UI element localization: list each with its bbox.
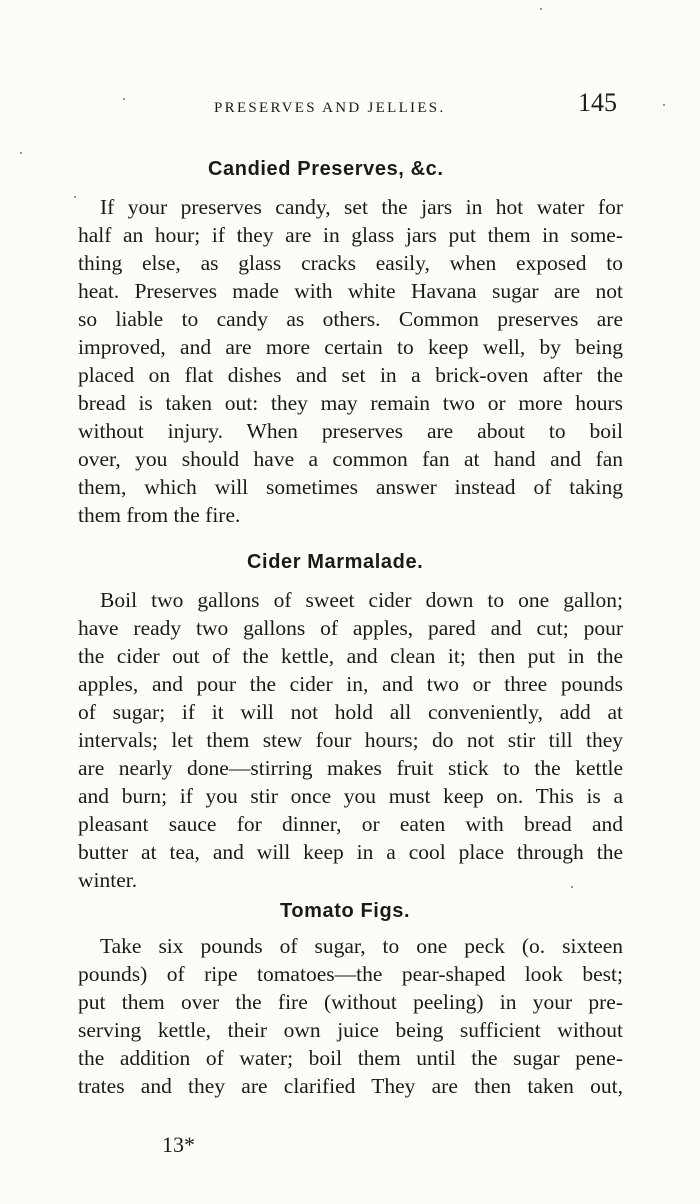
body-line: placed on flat dishes and set in a brick-oven after the <box>78 363 623 387</box>
body-line: pleasant sauce for dinner, or eaten with bread and <box>78 812 623 836</box>
running-header: PRESERVES AND JELLIES. <box>214 100 446 116</box>
signature-mark: 13* <box>162 1132 195 1157</box>
body-line: are nearly done—stirring makes fruit stick to the kettle <box>78 756 623 780</box>
body-line: butter at tea, and will keep in a cool place through the <box>78 840 623 864</box>
body-line: heat. Preserves made with white Havana sugar are not <box>78 279 623 303</box>
body-line: without injury. When preserves are about to boil <box>78 419 623 443</box>
body-line: and burn; if you stir once you must keep on. This is a <box>78 784 623 808</box>
paper-speck <box>540 8 542 10</box>
page-number: 145 <box>578 88 617 117</box>
body-line: intervals; let them stew four hours; do not stir till they <box>78 728 623 752</box>
paper-speck <box>74 196 76 198</box>
paper-speck <box>663 104 665 106</box>
body-line: half an hour; if they are in glass jars put them in some- <box>78 223 623 247</box>
body-line: the addition of water; boil them until the sugar pene- <box>78 1046 623 1070</box>
paper-speck <box>123 98 125 100</box>
body-line: Take six pounds of sugar, to one peck (o. sixteen <box>100 934 623 958</box>
body-line: them, which will sometimes answer instead of taking <box>78 475 623 499</box>
body-line: serving kettle, their own juice being sufficient without <box>78 1018 623 1042</box>
body-line: pounds) of ripe tomatoes—the pear-shaped look best; <box>78 962 623 986</box>
body-line: Boil two gallons of sweet cider down to one gallon; <box>100 588 623 612</box>
body-line: the cider out of the kettle, and clean it; then put in the <box>78 644 623 668</box>
body-line: of sugar; if it will not hold all conveniently, add at <box>78 700 623 724</box>
paper-speck <box>571 886 573 888</box>
section-heading-cider-marmalade: Cider Marmalade. <box>247 551 424 573</box>
body-line: winter. <box>78 868 138 892</box>
paper-speck <box>20 152 22 154</box>
body-line: them from the fire. <box>78 503 241 527</box>
body-line: If your preserves candy, set the jars in hot water for <box>100 195 623 219</box>
body-line: apples, and pour the cider in, and two or three pounds <box>78 672 623 696</box>
body-line: improved, and are more certain to keep well, by being <box>78 335 623 359</box>
body-line: thing else, as glass cracks easily, when exposed to <box>78 251 623 275</box>
body-line: bread is taken out: they may remain two or more hours <box>78 391 623 415</box>
section-heading-tomato-figs: Tomato Figs. <box>280 900 411 922</box>
body-line: over, you should have a common fan at hand and fan <box>78 447 623 471</box>
body-line: so liable to candy as others. Common preserves are <box>78 307 623 331</box>
body-line: trates and they are clarified They are then taken out, <box>78 1074 623 1098</box>
section-heading-candied-preserves: Candied Preserves, &c. <box>208 158 444 180</box>
body-line: have ready two gallons of apples, pared and cut; pour <box>78 616 623 640</box>
body-line: put them over the fire (without peeling) in your pre- <box>78 990 623 1014</box>
